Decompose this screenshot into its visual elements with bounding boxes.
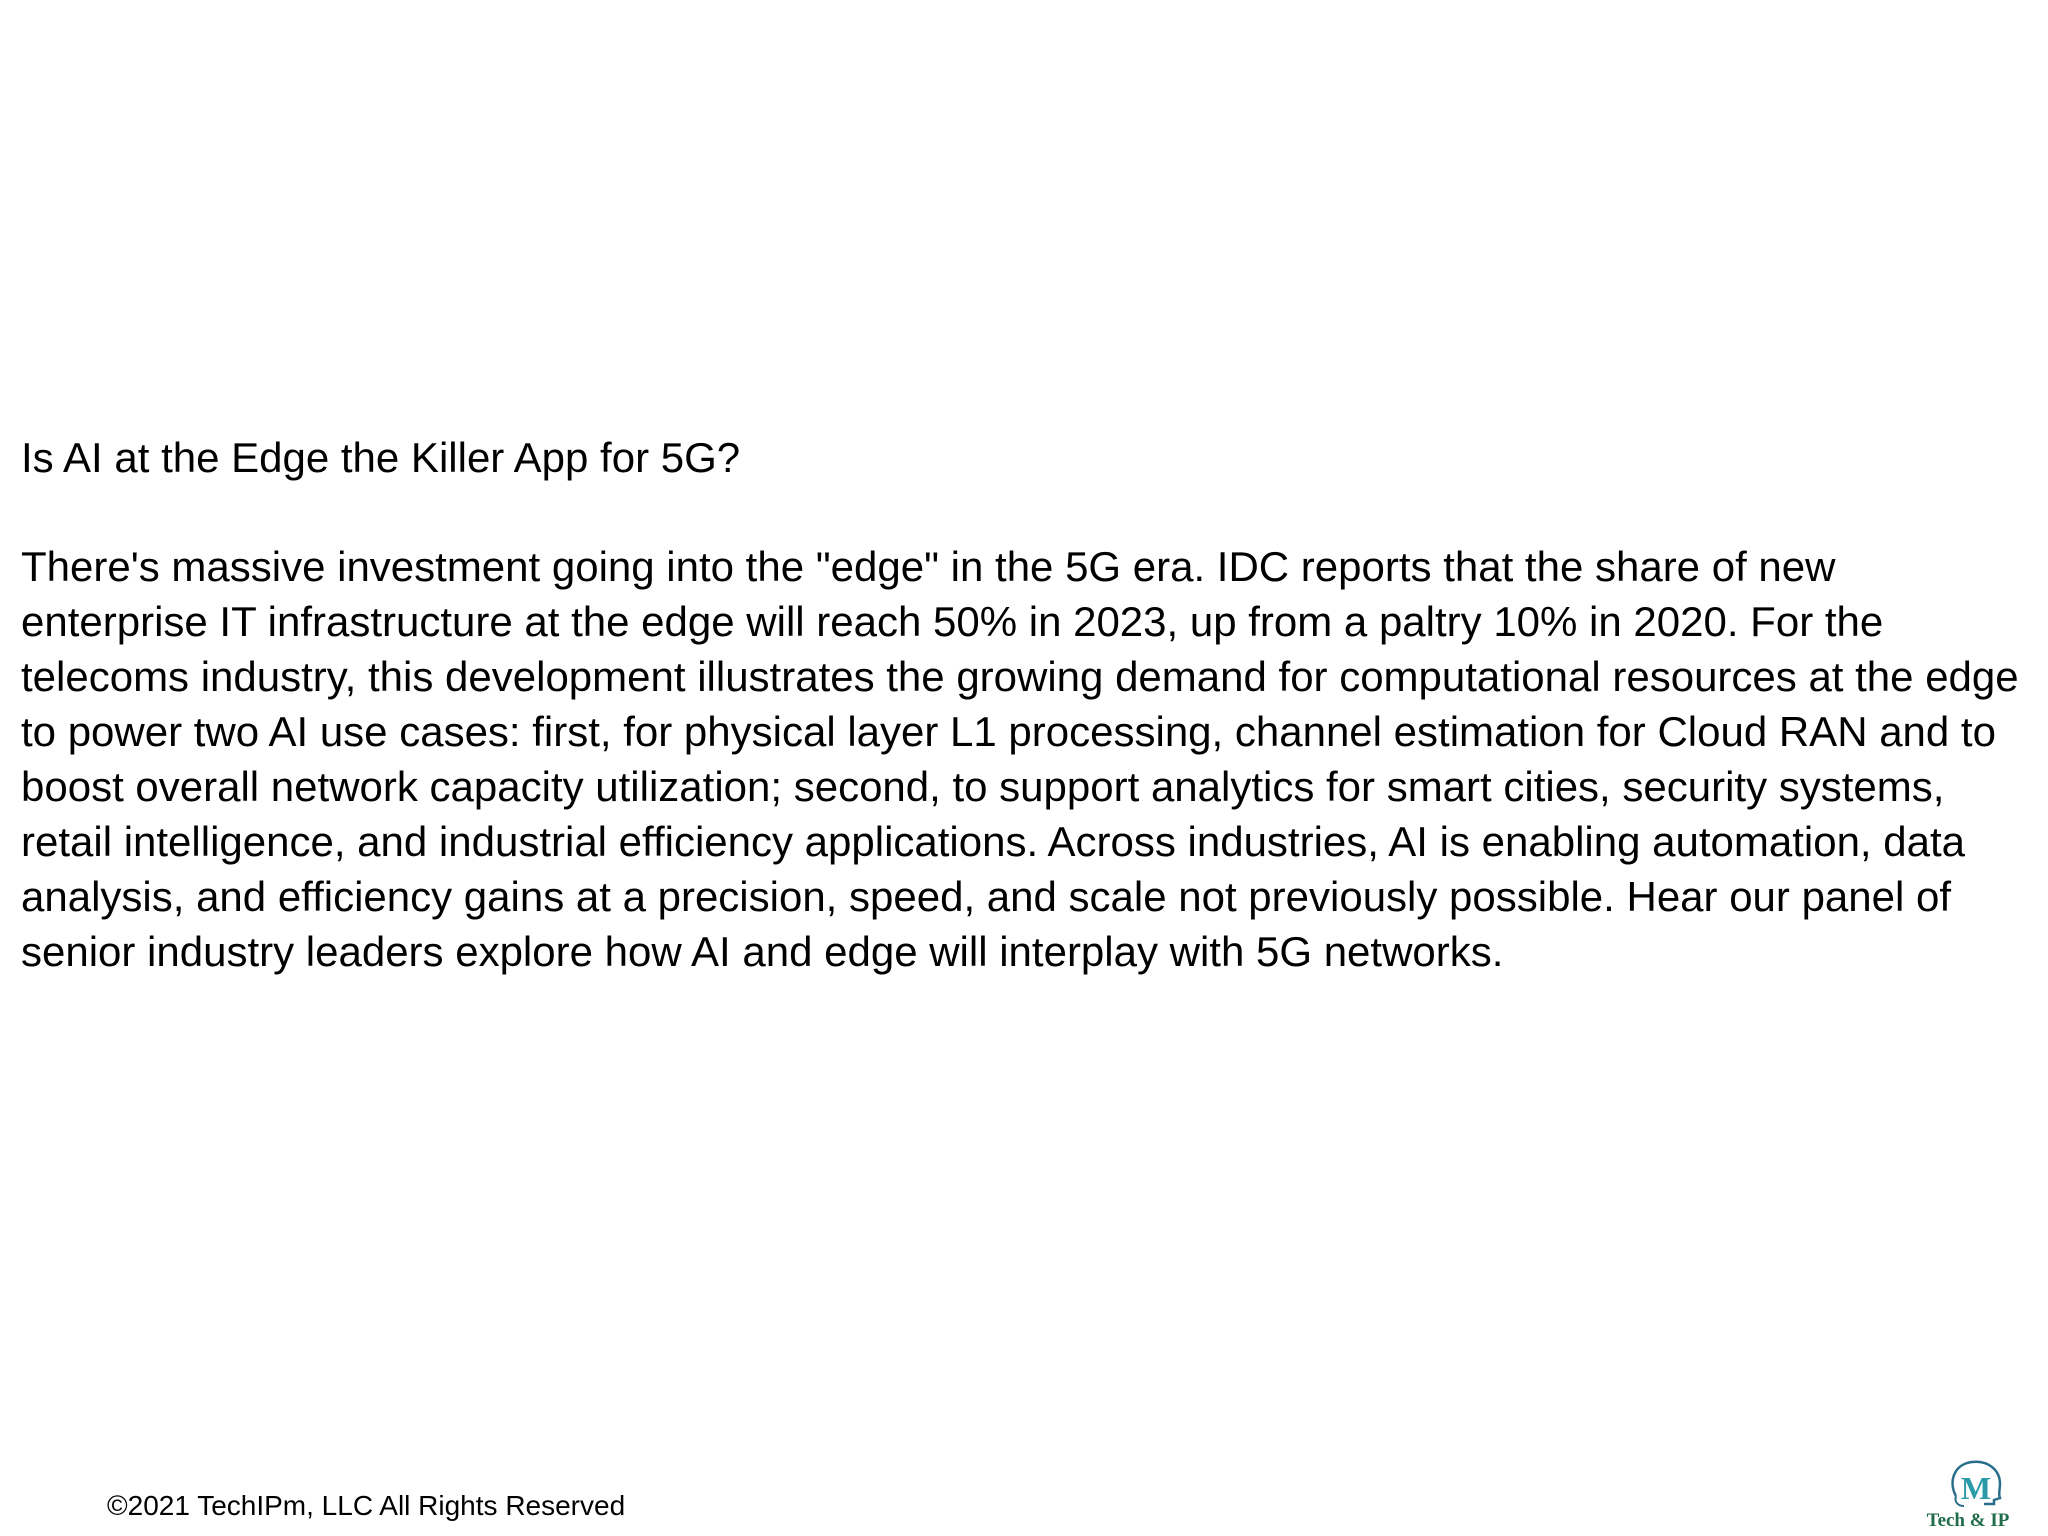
title-spacer xyxy=(21,485,2031,539)
slide-title: Is AI at the Edge the Killer App for 5G? xyxy=(21,434,741,481)
copyright-notice: ©2021 TechIPm, LLC All Rights Reserved xyxy=(107,1490,626,1521)
logo-graphic xyxy=(1908,1452,2028,1532)
techipm-logo xyxy=(1908,1452,2028,1532)
logo-monogram: M xyxy=(1960,1470,1992,1506)
logo-text: Tech & IP xyxy=(1926,1510,2010,1531)
slide-content xyxy=(21,430,2031,979)
slide-body-paragraph: There's massive investment going into the "edge" in the 5G era. IDC reports that the share of new enterprise IT infrastructure at the edge will reach 50% in 2023, up from a paltry 10% in 2020. For the telecoms industry, this development illustrates the growing demand for computational resources at the edge to power two AI use cases: first, for physical layer L1 processing, channel estimation for Cloud RAN and to boost overall network capacity utilization; second, to support analytics for smart cities, security systems, retail intelligence, and industrial efficiency applications. Across industries, AI is enabling automation, data analysis, and efficiency gains at a precision, speed, and scale not previously possible. Hear our panel of senior industry leaders explore how AI and edge will interplay with 5G networks. xyxy=(21,543,2019,975)
